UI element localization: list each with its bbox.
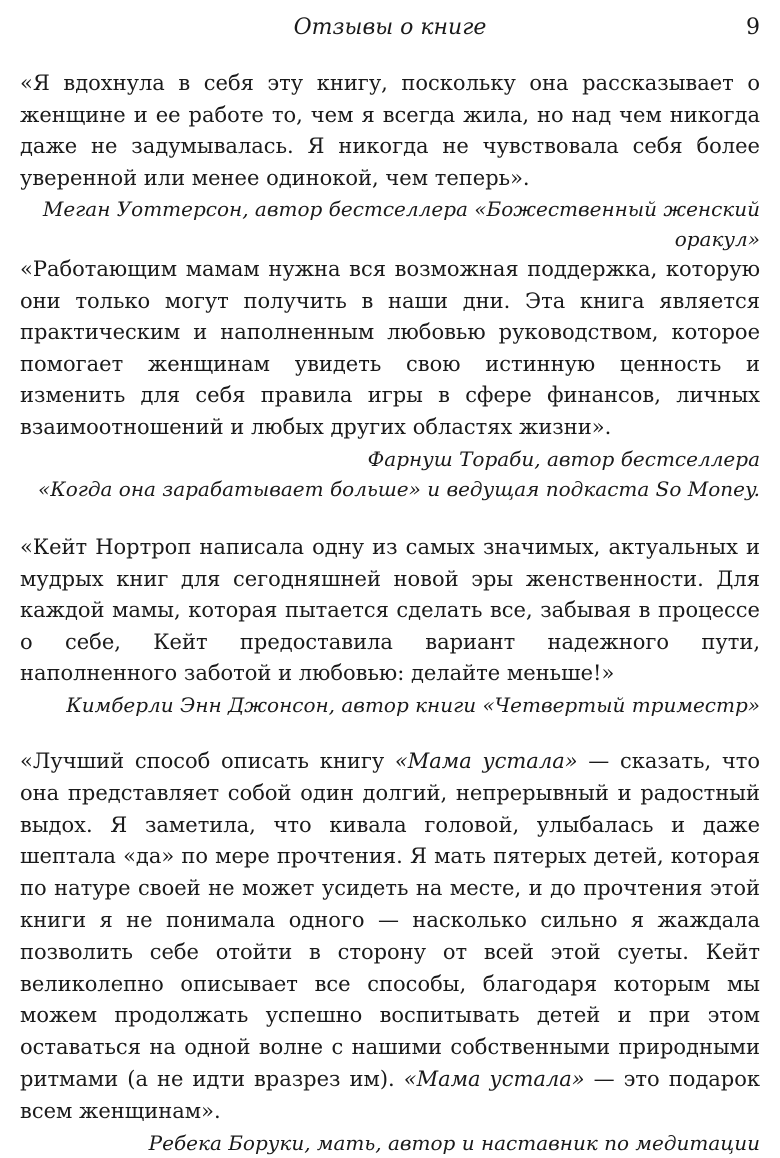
review-2 <box>20 254 760 504</box>
book-title: «Мама устала» <box>403 1066 585 1091</box>
review-3 <box>20 532 760 720</box>
running-head <box>20 8 760 48</box>
review-attribution: Ребека Боруки, мать, автор и наставник по медитации <box>148 1130 760 1155</box>
quote-text: — это подарок всем женщинам». <box>20 1066 760 1123</box>
review-attribution <box>20 444 760 504</box>
review-attribution: Кимберли Энн Джонсон, автор книги «Четвертый триместр» <box>66 692 760 717</box>
book-title: «Мама устала» <box>394 749 578 773</box>
quote-text: — сказать, что она представляет собой один долгий, непрерывный и радостный выдох. Я заметила, что кивала головой, улыбалась и даже шептала «да» по мере прочтения. Я мать пятерых детей, которая по натуре своей не может усидеть на месте, и до прочтения этой книги я не понимала одного — насколько сильно я жаждала позволить себе отойти в сторону от всей этой суеты. Кейт великолепно описывает все способы, благодаря которым мы можем продолжать успешно воспитывать детей и при этом оставаться на одной волне с нашими собственными природными ритмами (а не идти вразрез им). <box>20 749 761 1091</box>
quote-text: «Лучший способ описать книгу <box>20 749 395 773</box>
review-quote <box>20 746 760 1128</box>
attribution-line-1: Фарнуш Тораби, автор бестселлера <box>367 446 760 471</box>
running-head-title: Отзывы о книге <box>293 15 487 40</box>
review-attribution: Меган Уоттерсон, автор бестселлера «Божественный женский оракул» <box>42 197 760 252</box>
page-number: 9 <box>746 15 760 40</box>
review-quote: «Я вдохнула в себя эту книгу, поскольку она рассказывает о женщине и ее работе то, чем я всегда жила, но над чем никогда даже не задумывалась. Я никогда не чувствовала себя более уверенной или менее одинокой, чем теперь». <box>20 71 760 190</box>
review-quote: «Работающим мамам нужна вся возможная поддержка, которую они только могут получить в наши дни. Эта книга является практическим и наполненным любовью руководством, которое помогает женщинам увидеть свою истинную ценность и изменить для себя правила игры в сфере финансов, личных взаимоотношений и любых других областях жизни». <box>20 257 760 439</box>
review-1 <box>20 68 760 254</box>
review-4 <box>20 746 760 1158</box>
attribution-line-2: «Когда она зарабатывает больше» и ведущая подкаста So Money. <box>37 476 760 501</box>
review-quote: «Кейт Нортроп написала одну из самых значимых, актуальных и мудрых книг для сегодняшней новой эры женственности. Для каждой мамы, которая пытается сделать все, забывая в процессе о себе, Кейт предоставила вариант надежного пути, наполненного заботой и любовью: делайте меньше!» <box>20 535 760 686</box>
